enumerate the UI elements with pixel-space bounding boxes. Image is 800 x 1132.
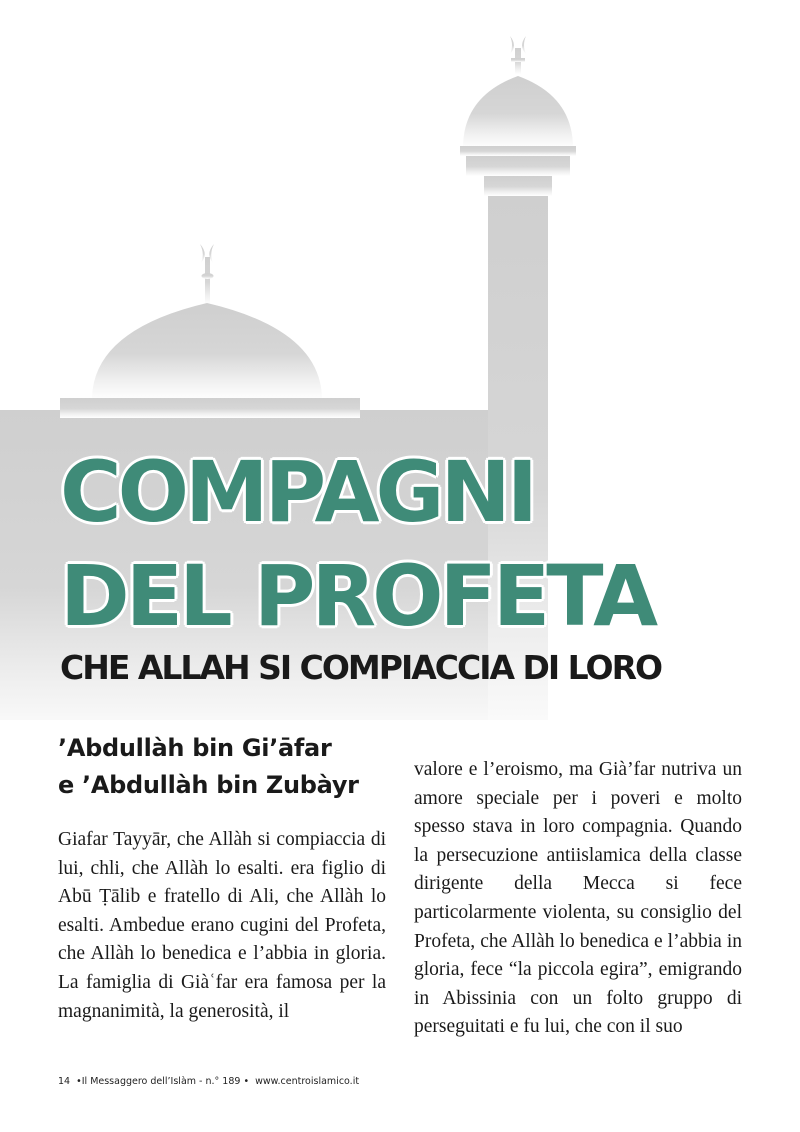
publication-name: •Il Messaggero dell’Islàm - n.° 189 • (76, 1076, 250, 1087)
page-number: 14 (58, 1076, 71, 1087)
article-body-column-2: valore e l’eroismo, ma Già’far nutriva un amore speciale per i poveri e molto spesso stava in loro compagnia. Quando la persecuzione antiislamica della classe dirigente della Mecca si fece particolarmente violenta, su consiglio del Profeta, che Allàh lo benedica e l’abbia in gloria, fece “la piccola egira”, emigrando in Abissinia con un folto gruppo di perseguitati e fu lui, che con il suo (414, 759, 742, 1038)
article-column-2 (414, 756, 742, 1042)
website-link[interactable]: www.centroislamico.it (255, 1076, 360, 1087)
headline-line-1: COMPAGNI (60, 443, 535, 541)
article-title-line-1: ’Abdullàh bin Gi’āfar (58, 734, 332, 762)
subheadline: CHE ALLAH SI COMPIACCIA DI LORO (60, 648, 662, 687)
headline-line-2: DEL PROFETA (60, 547, 655, 645)
article-title-line-2: e ’Abdullàh bin Zubàyr (58, 771, 359, 799)
article-title (58, 730, 386, 804)
article-column-1 (58, 730, 386, 1026)
page-footer (58, 1076, 362, 1087)
article-body-column-1: Giafar Tayyār, che Allàh si compiaccia di lui, chli, che Allàh lo esalti. era figlio di Abū Ṭālib e fratello di Ali, che Allàh lo esalti. Ambedue erano cugini del Profeta, che Allàh lo benedica e l’abbia in gloria. La famiglia di Giàʿfar era famosa per la magnanimità, la generosità, il (58, 829, 386, 1022)
headline (60, 440, 654, 648)
